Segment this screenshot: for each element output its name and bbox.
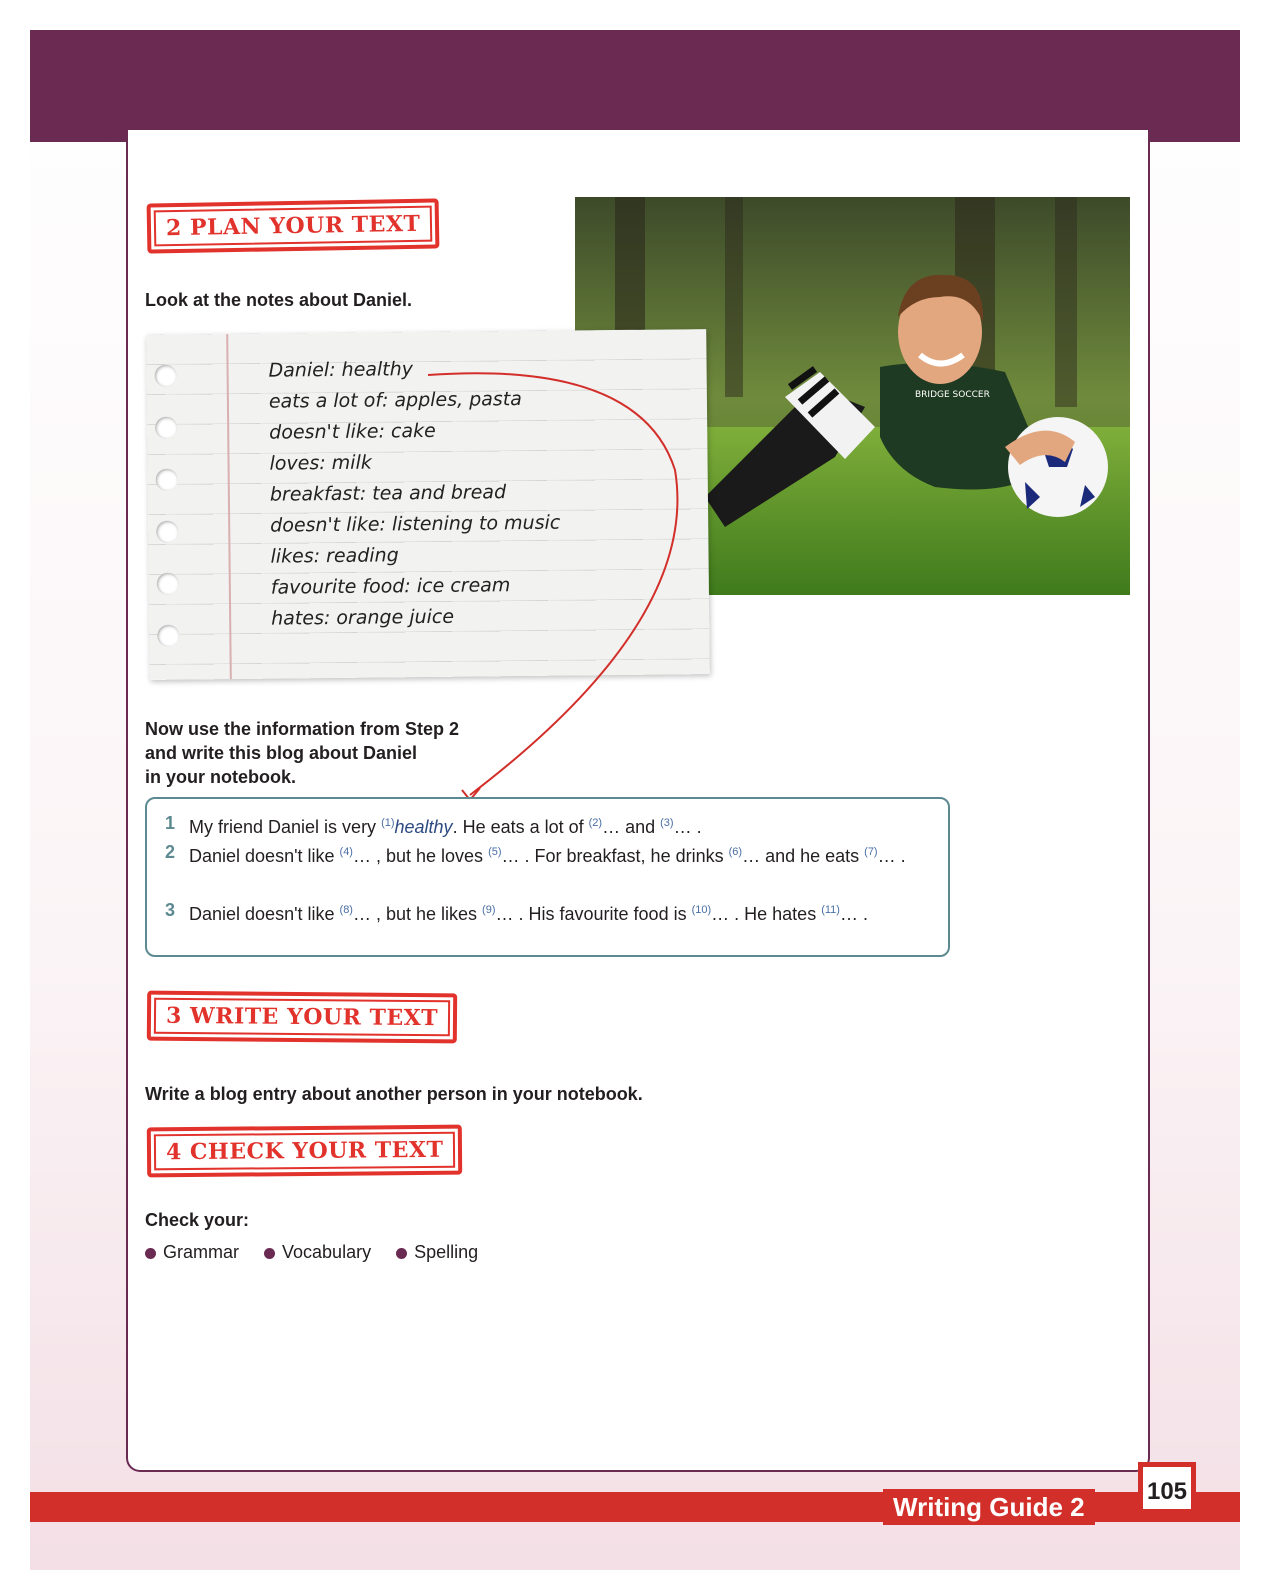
check-item-grammar: Grammar xyxy=(145,1242,239,1262)
note-line: doesn't like: listening to music xyxy=(270,511,561,537)
step3-instruction: Write a blog entry about another person in your notebook. xyxy=(145,1084,643,1104)
note-line: favourite food: ice cream xyxy=(270,574,511,599)
blog-row-2: 2 Daniel doesn't like $^{(4)}$… , but he loves $^{(5)}$… . For breakfast, he drinks $^{(6)}$… and he eats $^{(7)}$… . xyxy=(165,842,906,866)
note-line: breakfast: tea and bread xyxy=(269,481,507,506)
blog-row-3: 3 Daniel doesn't like $^{(8)}$… , but he likes $^{(9)}$… . His favourite food is $^{(10)}$… . He hates $^{(11)}$… . xyxy=(165,900,868,924)
step3-stamp-label: 3 WRITE YOUR TEXT xyxy=(154,998,450,1037)
step2-instruction-2: Now use the information from Step 2 and write this blog about Daniel in your notebook. xyxy=(145,719,460,787)
step2-instruction: Look at the notes about Daniel. xyxy=(145,290,413,310)
check-item-spelling: Spelling xyxy=(396,1242,478,1262)
note-line: Daniel: healthy xyxy=(268,358,414,382)
step2-stamp xyxy=(147,198,440,253)
note-line: eats a lot of: apples, pasta xyxy=(268,388,522,413)
notes-list xyxy=(268,353,561,635)
footer-title: Writing Guide 2 xyxy=(883,1489,1095,1525)
note-line: likes: reading xyxy=(270,544,399,568)
step2-stamp-label: 2 PLAN YOUR TEXT xyxy=(154,206,433,247)
check-list xyxy=(145,1242,498,1263)
notes-paper xyxy=(146,329,710,680)
bullet-icon xyxy=(396,1248,407,1259)
page-number: 105 xyxy=(1138,1462,1196,1514)
blog-row-1: 1 My friend Daniel is very $^{(1)}$healthy. He eats a lot of $^{(2)}$… and $^{(3)}$… . xyxy=(165,813,702,837)
blog-box xyxy=(145,797,950,957)
step4-stamp-label: 4 CHECK YOUR TEXT xyxy=(154,1132,456,1171)
bullet-icon xyxy=(264,1248,275,1259)
photo-jersey-text: BRIDGE SOCCER xyxy=(915,390,990,400)
step3-stamp xyxy=(147,991,458,1044)
notes-margin-line xyxy=(226,334,232,679)
note-line: doesn't like: cake xyxy=(269,419,436,444)
check-item-vocabulary: Vocabulary xyxy=(264,1242,371,1262)
note-line: hates: orange juice xyxy=(271,605,455,630)
notes-holes xyxy=(155,365,180,677)
step4-instruction: Check your: xyxy=(145,1210,250,1230)
filled-answer: healthy xyxy=(394,817,453,837)
note-line: loves: milk xyxy=(269,451,372,475)
step4-stamp xyxy=(147,1125,463,1178)
bullet-icon xyxy=(145,1248,156,1259)
